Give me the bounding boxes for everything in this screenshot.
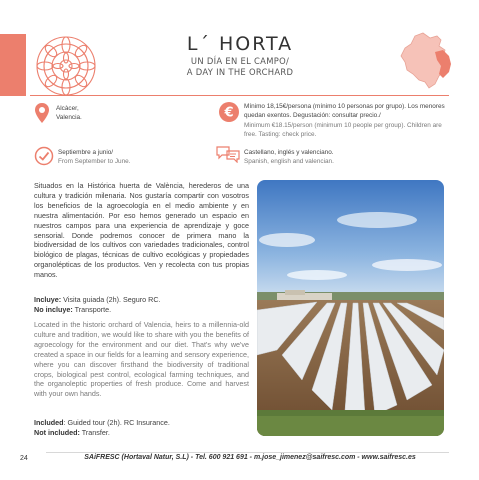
page-subtitle-es: UN DÍA EN EL CAMPO/ [190,56,290,66]
includes-es [34,295,249,305]
included-en [34,418,249,428]
page-subtitle-en: A DAY IN THE ORCHARD [186,67,294,77]
footer-contact: SAiFRESC (Hortaval Natur, S.L) - Tel. 600 921 691 - m.jose_jimenez@saifresc.com - www.saifresc.es [84,454,416,461]
included-value-en: : Guided tour (2h). RC Insurance. [63,418,170,427]
season-info [58,148,198,167]
included-label-en: Included [34,418,64,427]
not-included-label-en: Not included: [34,428,80,437]
price-text-es: Mínimo 18,15€/persona (mínimo 10 personas por grupo). Los menores quedan exentos. Degustación: consultar precio./ [244,103,445,120]
svg-text:€: € [224,105,234,121]
includes-value-es: Visita guiada (2h). Seguro RC. [61,295,161,304]
footer-divider [46,452,449,453]
orchard-photo [257,180,444,436]
description-es: Situados en la Histórica huerta de València, herederos de una cultura y tradición milenaria. Nos gustaría compartir con vosotros los beneficios de la agroecología en el medio ambiente y en nuestra alimentación. Por eso hemos generado un espacio en nuestros campos para una experiencia de aprendizaje y goce sensorial. Donde podremos conocer de primera mano la biodiversidad de los cultivos con variedades tradicionales, control biológico de plagas, técnicas de cultivo ecológicas y propiedades organolépticas de los productos. Ven y recolecta con tus propias manos. [34,181,249,280]
location-text: Alcàcer, [56,105,79,112]
language-text-es: Castellano, inglés y valenciano. [244,149,334,156]
not-includes-value-es: Transporte. [72,305,112,314]
side-color-tab [0,34,26,96]
description-en: Located in the historic orchard of Valencia, heirs to a millennia-old culture and tradition, we would like to share with you the benefits of agroecology for the environment and our diet. That's why we've created a space in our fields for a learning and sensory experience, where you can discover firsthand the biodiversity of traditional crops, biological pest control, ecological farming techniques, and the organoleptic properties of fresh produce. Come and harvest with your own hands. [34,320,249,399]
euro-icon [218,101,240,123]
page-title: L´ HORTA [186,33,294,55]
price-info [244,102,449,139]
not-included-en [34,428,249,438]
not-included-value-en: Transfer. [79,428,110,437]
calendar-check-icon [34,146,54,166]
location-info [56,104,196,123]
map-pin-icon [34,102,50,124]
page-number: 24 [20,455,28,462]
mandala-logo-icon [34,34,98,98]
header-divider [30,95,449,96]
price-text-en: Minimum €18.15/person (minimum 10 people per group). Children are free. Tasting: check price. [244,121,442,138]
location-region: Valencia. [56,114,82,122]
not-includes-label-es: No incluye: [34,305,73,314]
speech-bubbles-icon [216,145,240,163]
season-text-es: Septiembre a junio/ [58,149,114,156]
valencia-region-map-icon [395,30,465,92]
language-info [244,148,449,167]
season-text-en: From September to June. [58,158,131,166]
not-includes-es [34,305,249,315]
language-text-en: Spanish, english and valencian. [244,158,334,166]
includes-label-es: Incluye: [34,295,62,304]
